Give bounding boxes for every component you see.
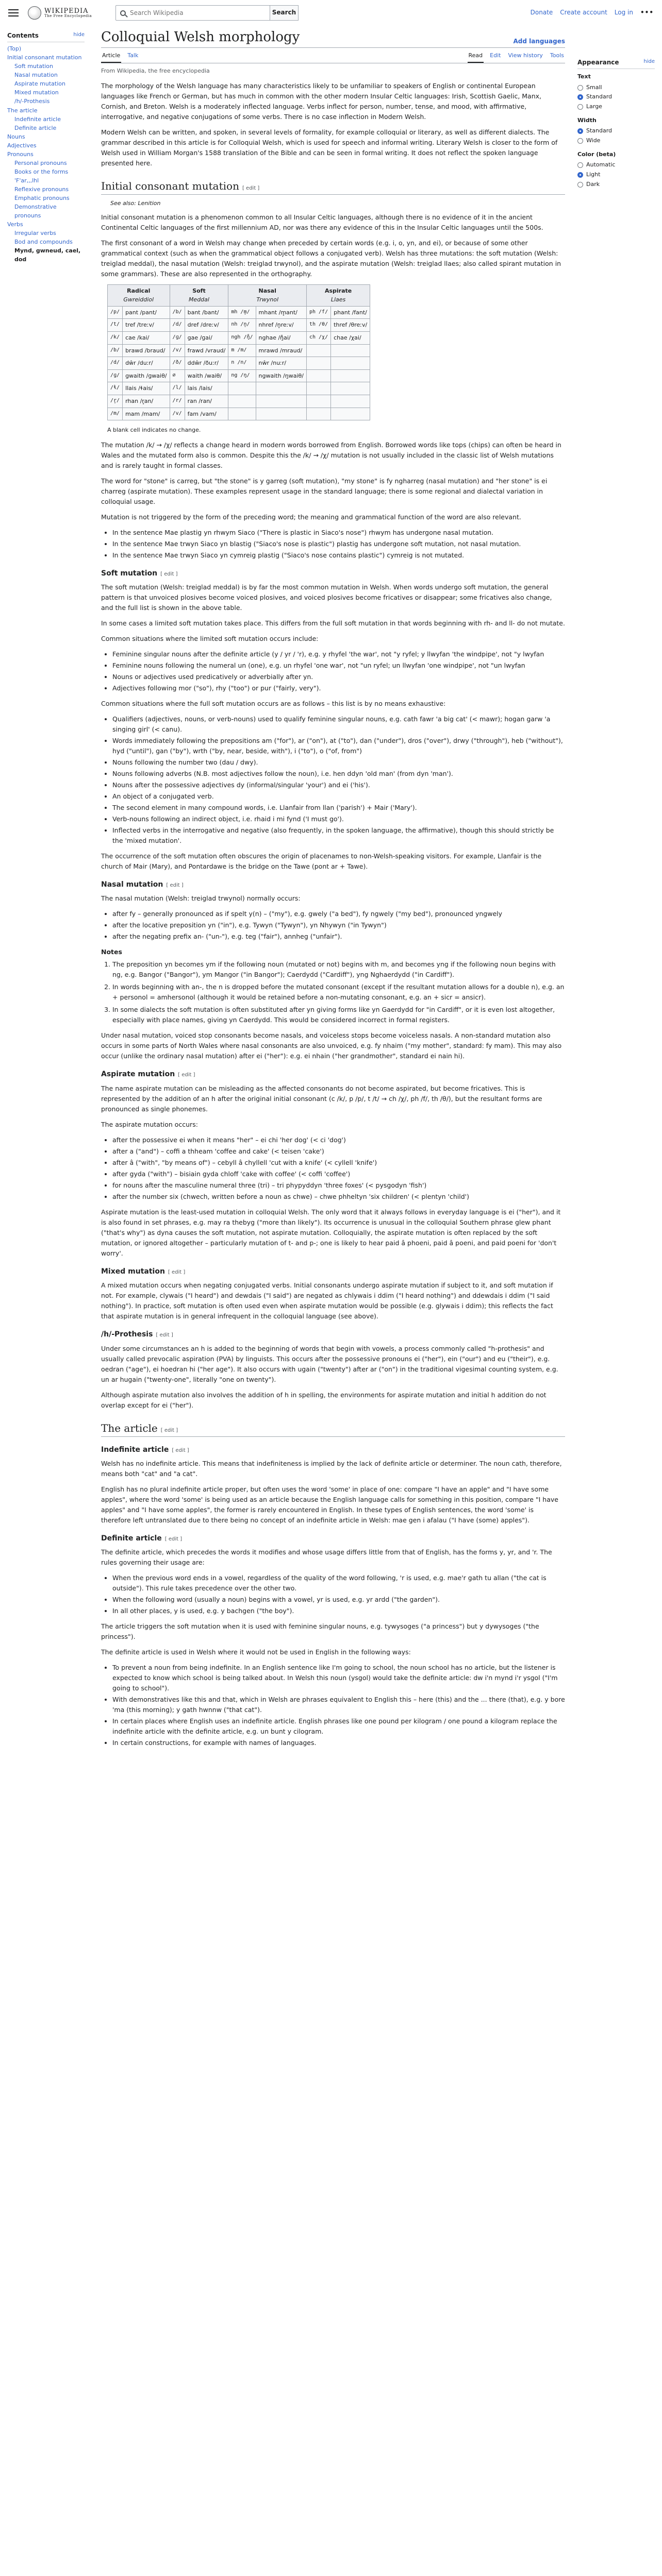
search-icon [120,10,126,16]
tab-edit[interactable]: Edit [490,52,501,59]
table-cell: gae /ɡai/ [185,331,228,344]
examples-list [112,528,565,561]
table-cell: phant /fant/ [331,306,370,319]
color-option[interactable] [577,180,655,190]
paragraph: The first consonant of a word in Welsh may change when preceded by certain words (e.g. i, o, yn, and ei), or because of some other grammatical context (such as when the grammatical object follows a conjugated verb). Welsh has three mutations: the soft mutation (Welsh: treiglad meddal), the nasal mutation (Welsh: treiglad trwynol), and the aspirate mutation (Welsh: treiglad llaes; also called spirant mutation in some grammars). These are also represented in the orthography. [101,239,561,278]
list-item: • Feminine nouns following the numeral un (one), e.g. un rhyfel 'one war', not "un ryfel; un llwyfan 'one windpipe', not "un lwyfan [112,660,565,671]
hatnote: See also: Lenition [110,199,161,207]
section-heading-aspirate: Aspirate mutation [ edit ] [101,1070,195,1079]
color-option-label: Automatic [586,161,616,168]
table-cell: /r/ [170,395,185,408]
table-header [108,284,170,306]
list-item: • after a ("and") – coffi a thheam 'coffee and cake' (< teisen 'cake') [112,1146,565,1157]
tab-article[interactable]: Article [101,50,121,63]
site-header [0,0,662,26]
create-account-link[interactable]: Create account [560,9,607,16]
wordmark-bottom: The Free Encyclopedia [44,14,92,19]
limited-soft-list [112,649,565,693]
table-cell [331,382,370,395]
more-options-icon[interactable]: ••• [640,9,654,16]
table-cell: llais /ɬais/ [123,382,170,395]
color-option-label: Dark [586,180,600,188]
toc-item[interactable]: Nouns [7,133,25,140]
table-cell [306,395,330,408]
toc-hide-button[interactable]: hide [73,32,85,38]
aspirate-list [112,1135,565,1202]
table-cell [331,369,370,382]
table-cell: tref /treːv/ [123,319,170,332]
text-size-option-label: Large [586,103,602,110]
full-soft-list [112,714,565,846]
table-cell: dŵr /duːr/ [123,357,170,370]
radio-icon [577,162,583,168]
table-cell: /t/ [108,319,123,332]
table-cell: /ð/ [170,357,185,370]
paragraph: The nasal mutation (Welsh: treiglad trwynol) normally occurs: [101,894,301,903]
table-cell: ngh /ŋ̊/ [228,331,256,344]
table-row [108,344,370,357]
table-row [108,369,370,382]
table-cell: mrawd /mraud/ [256,344,306,357]
table-cell [306,357,330,370]
list-item: • Adjectives following mor ("so"), rhy ("too") or pur ("fairly, very"). [112,683,565,693]
tab-view-history[interactable]: View history [508,52,543,59]
table-header [228,284,307,306]
tab-read[interactable]: Read [468,50,484,63]
list-item: • Inflected verbs in the interrogative and negative (also frequently, in the spoken language, the affirmative), though this should strictly be the 'mixed mutation'. [112,825,565,846]
color-option[interactable] [577,160,655,170]
list-item: • Qualifiers (adjectives, nouns, or verb-nouns) used to qualify feminine singular nouns, e.g. cath fawr 'a big cat' (< mawr); hogan garw 'a singing girl' (< canu). [112,714,565,735]
table-cell: /d/ [170,319,185,332]
text-size-option-label: Small [586,83,602,91]
note-item: 1. The preposition yn becomes ym if the following noun (mutated or not) begins with m, and becomes yng if the following noun begins with ng, e.g. Bangor ("Bangor"), ym Mangor ("in Bangor"); Caerdydd ("Cardiff"), yng Nghaerdydd ("in Cardiff"). [112,959,565,980]
paragraph: Aspirate mutation is the least-used mutation in colloquial Welsh. The only word that it always follows in everyday language is ei ("her"), and it is also found in set phrases, e.g. may ra thebyg ("more than likely"). Its occurrence is unusual in the colloquial Southern phrase glew phant ("that's why") as dyna causes the soft mutation, not aspirate mutation. Colloquially, the aspirate mutation is often replaced by the soft mutation, or ignored altogether – particularly mutation of t- and p-; one is likely to hear paid â phoeni, paid â poeni, and paid poeni for 'don't worry'. [101,1208,561,1257]
wikipedia-logo[interactable] [28,6,100,20]
search-button[interactable]: Search [270,5,299,21]
table-cell [228,408,256,420]
example-item: • In the sentence Mae trwyn Siaco yn blastig ("Siaco's nose is plastic") plastig has undergone soft mutation, not nasal mutation. [112,539,565,549]
table-cell: ddŵr /ðuːr/ [185,357,228,370]
table-cell [228,395,256,408]
color-option[interactable] [577,170,655,180]
width-option[interactable] [577,126,655,136]
table-cell: ngwaith /ŋwaiθ/ [256,369,306,382]
radio-icon [577,138,583,144]
table-cell: /r̥/ [108,395,123,408]
header-sub: Gwreiddiol [123,296,154,303]
table-cell: /v/ [170,408,185,420]
globe-icon [28,6,41,20]
list-item: • after the number six (chwech, written before a noun as chwe) – chwe phheltyn 'six children' (< plentyn 'child') [112,1192,565,1202]
mutation-table [107,284,370,421]
paragraph: The occurrence of the soft mutation often obscures the origin of placenames to non-Welsh-speaking visitors. For example, Llanfair is the church of Mair (Mary), and Pontardawe is the bridge on the Tawe (pont ar + Tawe). [101,852,542,871]
list-item: • With demonstratives like this and that, which in Welsh are phrases equivalent to English this – here (this) and the ... there (that), e.g. y bore 'ma (this morning); y gath hwnnw ("that cat"). [112,1694,565,1715]
toc-item[interactable]: Verbs [7,221,23,228]
width-option-label: Standard [586,127,613,134]
list-item: • for nouns after the masculine numeral three (tri) – tri phypyddyn 'three foxes' (< pysgodyn 'fish') [112,1180,565,1191]
edit-section-link[interactable]: [ edit ] [168,1269,186,1275]
example-item: • In the sentence Mae trwyn Siaco yn cymreig plastig ("Siaco's nose contains plastic") cymreig is not mutated. [112,550,565,561]
paragraph: Although aspirate mutation also involves the addition of h in spelling, the environments for aspirate mutation and initial h addition do not overlap except for ei ("her"). [101,1391,547,1409]
header-main: Nasal [258,287,276,294]
list-item: • An object of a conjugated verb. [112,791,565,802]
radio-icon [577,128,583,134]
header-sub: Llaes [330,296,346,303]
edit-section-link[interactable]: [ edit ] [178,1072,195,1078]
personal-tools [531,8,654,18]
table-cell: /m/ [108,408,123,420]
table-cell: nh /n̥/ [228,319,256,332]
table-cell: thref /θreːv/ [331,319,370,332]
list-item: • When the following word (usually a noun) begins with a vowel, yr is used, e.g. yr ardd ("the garden"). [112,1595,565,1605]
paragraph: Under some circumstances an h is added to the beginning of words that begin with vowels, a process commonly called "h-prothesis" and usually called prevocalic aspiration (PVA) by linguists. This occurs after the possessive pronouns ei ("her"), ein ("our") and eu ("their"), e.g. oedran ("age"), ei hoedran hi ("her age"). It also occurs with ugain ("twenty") after ar ("on") in the traditional vigesimal counting system, e.g. un ar hugain ("twenty-one", literally "one on twenty"). [101,1344,558,1383]
paragraph: Mutation is not triggered by the form of the preceding word; the meaning and grammatical function of the word are also relevant. [101,513,521,521]
paragraph: Under nasal mutation, voiced stop consonants become nasals, and voiceless stops become voiceless nasals. A non-standard mutation also occurs in some parts of North Wales where nasal consonants are also unvoiced, e.g. fy nhaim ("my mother", standard: fy mam). This may also occur (unlike the ordinary nasal mutation) after ei ("her"): e.g. ei nhain ("her grandmother", standard ei nain hi). [101,1031,562,1060]
list-item: • Verb-nouns following an indirect object, i.e. rhaid i mi fynd ('I must go'). [112,814,565,824]
paragraph: English has no plural indefinite article proper, but often uses the word 'some' in place of one: compare "I have an apple" and "I have some apples", where the word 'some' is being used as an article because the English language calls for something in this position, compare "I have apples" and "I have some apples", the former is rarely encountered in English. In these types of English sentences, the word 'some' is therefore left untranslated due to there being no concept of an indefinite article in Welsh: mae gen i afalau ("I have (some) apples"). [101,1485,558,1524]
table-cell: /l/ [170,382,185,395]
table-row [108,319,370,332]
edit-section-link[interactable]: [ edit ] [172,1447,189,1453]
paragraph: Common situations where the full soft mutation occurs are as follows – this list is by no means exhaustive: [101,700,446,708]
table-cell: /b/ [170,306,185,319]
section-heading-indefinite: Indefinite article [ edit ] [101,1445,189,1454]
width-option-label: Wide [586,137,601,144]
table-cell: /p/ [108,306,123,319]
table-cell: nghae /ŋ̊ai/ [256,331,306,344]
donate-link[interactable]: Donate [530,9,553,16]
tab-talk[interactable]: Talk [127,52,139,59]
table-cell [331,408,370,420]
page-title: Colloquial Welsh morphology [101,29,300,45]
table-cell: chae /χai/ [331,331,370,344]
list-item: • To prevent a noun from being indefinite. In an English sentence like I'm going to school, the noun school has no article, but the listener is expected to know which school is being talked about. In Welsh this noun (ysgol) would take the definite article: dw i'n mynd i'r ysgol ("I'm going to school"). [112,1663,565,1693]
color-option-label: Light [586,171,601,178]
table-cell [306,344,330,357]
section-heading-mixed: Mixed mutation [ edit ] [101,1267,186,1276]
appearance-header [577,58,655,69]
width-option[interactable] [577,136,655,146]
table-row [108,395,370,408]
list-item: • In certain places where English uses an indefinite article. English phrases like one pound per kilogram / one pound a kilogram replace the indefinite article with the definite article, e.g. un bunt y cilogram. [112,1716,565,1737]
main-content [101,29,565,1753]
table-cell: lais /lais/ [185,382,228,395]
toc-item[interactable]: Demonstrative pronouns [14,204,57,219]
appearance-panel [577,58,655,193]
text-size-option[interactable] [577,83,655,93]
site-sub: From Wikipedia, the free encyclopedia [101,67,210,75]
list-item: • Words immediately following the prepositions am ("for"), ar ("on"), at ("to"), dan ("under"), dros ("over"), drwy ("through"), heb ("without"), hyd ("until"), gan ("by"), wrth ("by, near, beside, with"), i ("to"), o ("of, from") [112,736,565,756]
toc-item[interactable]: Reflexive pronouns [14,185,69,193]
paragraph: The definite article is used in Welsh where it would not be used in English in the following ways: [101,1648,411,1656]
toc-item[interactable]: Initial consonant mutation [7,54,82,61]
table-cell [256,382,306,395]
toc-item[interactable]: Indefinite article [14,115,61,123]
text-size-option[interactable] [577,92,655,102]
notes-heading: Notes [101,948,122,956]
toc-item[interactable]: The article [7,107,38,114]
header-main: Soft [192,287,206,294]
toc-item[interactable]: Emphatic pronouns [14,194,70,201]
list-item: • Nouns following the number two (dau / dwy). [112,757,565,768]
intro-paragraph: Modern Welsh can be written, and spoken, in several levels of formality, for example colloquial or literary, as well as different dialects. The grammar described in this article is for Colloquial Welsh, which is used for speech and informal writing. Literary Welsh is closer to the form of Welsh used in William Morgan's 1588 translation of the Bible and can be seen in formal writing. It does not reflect the spoken language presented here. [101,128,558,167]
note-item: 2. In words beginning with an-, the n is dropped before the mutated consonant (except if the resultant mutation allows for a double n), e.g. an + personol = amhersonol (although it would be retained before a non-mutating consonant, e.g. an + sicr = ansicr). [112,982,565,1003]
table-cell [331,395,370,408]
list-item: • Nouns after the possessive adjectives dy (informal/singular 'your') and ei ('his'). [112,780,565,790]
table-header [170,284,228,306]
list-item: • Nouns or adjectives used predicatively or adverbially after yn. [112,672,565,682]
edit-section-link[interactable]: [ edit ] [242,185,260,191]
table-cell: ran /ran/ [185,395,228,408]
list-item: • In certain constructions, for example with names of languages. [112,1738,565,1748]
table-cell: dref /dreːv/ [185,319,228,332]
toc-item[interactable]: Aspirate mutation [14,80,65,88]
radio-icon [577,85,583,91]
table-cell: bant /bant/ [185,306,228,319]
login-link[interactable]: Log in [614,9,633,16]
width-label: Width [577,116,597,124]
toc-title: Contents [7,32,39,39]
list-item: • after the negating prefix an- ("un-"), e.g. teg ("fair"), annheg ("unfair"). [112,931,565,942]
table-cell: mam /mam/ [123,408,170,420]
table-cell [306,369,330,382]
header-sub: Trwynol [256,296,278,303]
toc-item[interactable]: Definite article [14,124,57,131]
text-size-option-label: Standard [586,93,613,100]
intro-paragraph: The morphology of the Welsh language has many characteristics likely to be unfamiliar to speakers of English or continental European languages like French or German, but has much in common with the other modern Insular Celtic languages: Irish, Scottish Gaelic, Manx, Cornish, and Breton. Welsh is a moderately inflected language. Verbs inflect for person, number, tense, and mood, with affirmative, interrogative, and negative conjugations of some verbs. There is no case inflection in Modern Welsh. [101,81,541,121]
table-cell: m /m/ [228,344,256,357]
table-cell: ph /f/ [306,306,330,319]
table-cell: cae /kai/ [123,331,170,344]
definite-usage-list [112,1663,565,1748]
table-cell: nŵr /nuːr/ [256,357,306,370]
section-heading-prothesis: /h/-Prothesis [ edit ] [101,1330,173,1339]
table-cell: /d/ [108,357,123,370]
table-cell: fam /vam/ [185,408,228,420]
page-tabs [101,50,565,64]
table-row [108,357,370,370]
header-main: Aspirate [324,287,352,294]
edit-section-link[interactable]: [ edit ] [164,1536,183,1543]
table-cell: /ɡ/ [108,369,123,382]
text-size-label: Text [577,73,591,80]
toc-item[interactable]: Books or the forms [14,168,69,175]
table-cell: n /n/ [228,357,256,370]
table-cell [306,382,330,395]
section-heading-article: The article [ edit ] [101,1420,565,1437]
table-cell: gwaith /ɡwaiθ/ [123,369,170,382]
edit-section-link[interactable]: [ edit ] [160,1427,178,1433]
tab-tools[interactable]: Tools [550,52,564,59]
table-cell [331,344,370,357]
note-item: 3. In some dialects the soft mutation is often substituted after yn giving forms like yn Gaerdydd for "in Cardiff", or it is even lost altogether, especially with place names, giving yn Caerdydd. This would be considered incorrect in formal registers. [112,1005,565,1025]
radio-icon [577,182,583,188]
section-heading-soft: Soft mutation [ edit ] [101,569,178,578]
section-heading-icm: Initial consonant mutation [ edit ] [101,178,565,195]
paragraph: The mutation /k/ → /χ/ reflects a change heard in modern words borrowed from English. Borrowed words like tops (chips) can often be heard in Wales and the mutated form also is common. Despite this the /k/ → /χ/ mutation is not usually included in the classic list of Welsh mutations and is rarely taught in formal classes. [101,440,561,469]
table-cell: th /θ/ [306,319,330,332]
list-item: • after fy – generally pronounced as if spelt y(n) – ("my"), e.g. gwely ("a bed"), fy ngwely ("my bed"), pronounced yngwely [112,909,565,919]
table-cell: brawd /braud/ [123,344,170,357]
table-cell: waith /waiθ/ [185,369,228,382]
edit-section-link[interactable]: [ edit ] [160,571,178,577]
radio-icon [577,94,583,100]
toc-item[interactable]: Irregular verbs [14,230,56,237]
list-item: • When the previous word ends in a vowel, regardless of the quality of the word following, 'r is used, e.g. mae'r gath tu allan ("the cat is outside"). This rule takes precedence over the other two. [112,1573,565,1594]
table-row [108,331,370,344]
table-cell: ch /χ/ [306,331,330,344]
appearance-title: Appearance [577,59,619,66]
table-row [108,408,370,420]
table-cell [256,408,306,420]
header-main: Radical [127,287,151,294]
toc-header [7,31,85,42]
table-cell [228,382,256,395]
table-cell: pant /pant/ [123,306,170,319]
table-cell: ∅ [170,369,185,382]
text-size-option[interactable] [577,102,655,112]
paragraph: In some cases a limited soft mutation takes place. This differs from the full soft mutation in that words beginning with rh- and ll- do not mutate. [101,619,565,628]
add-languages-button[interactable]: Add languages [513,37,565,45]
table-header [306,284,370,306]
table-cell [331,357,370,370]
toc-item[interactable]: Personal pronouns [14,159,67,166]
edit-section-link[interactable]: [ edit ] [166,883,184,889]
toc-item[interactable]: (Top) [7,45,22,53]
table-cell [256,395,306,408]
toc-item[interactable]: Pronouns [7,150,34,158]
toc-item[interactable]: Adjectives [7,142,37,149]
main-menu-icon[interactable] [8,9,19,16]
paragraph: Common situations where the limited soft mutation occurs include: [101,635,319,643]
paragraph: Welsh has no indefinite article. This means that indefiniteness is implied by the lack of definite article or determiner. The noun cath, therefore, means both "cat" and "a cat". [101,1460,562,1478]
section-heading-definite: Definite article [ edit ] [101,1534,183,1543]
paragraph: The aspirate mutation occurs: [101,1120,198,1128]
search-box [115,5,270,21]
table-cell: mh /m̥/ [228,306,256,319]
search-input[interactable] [130,9,266,16]
list-item: • after â ("with", "by means of") – cebyll â chyllell 'cut with a knife' (< cyllell 'knife') [112,1158,565,1168]
paragraph: The article triggers the soft mutation when it is used with feminine singular nouns, e.g. tywysoges ("a princess") but y dywysoges ("the princess"). [101,1622,539,1641]
table-cell: rhan /r̥an/ [123,395,170,408]
radio-icon [577,172,583,178]
color-label: Color (beta) [577,150,616,158]
nasal-notes [112,959,565,1025]
table-cell: /ɬ/ [108,382,123,395]
toc-item[interactable]: 'F'ar,,,lhl [14,177,39,184]
paragraph: The soft mutation (Welsh: treiglad meddal) is by far the most common mutation in Welsh. When words undergo soft mutation, the general pattern is that unvoiced plosives become voiced plosives, and voiced plosives become fricatives or disappear; some fricatives also change, and the full list is shown in the above table. [101,583,552,612]
table-cell: /ɡ/ [170,331,185,344]
radio-icon [577,104,583,110]
table-cell: /b/ [108,344,123,357]
table-row [108,382,370,395]
header-sub: Meddal [188,296,209,303]
color-group [577,150,655,190]
toc-item[interactable]: Mixed mutation [14,89,59,96]
table-cell [306,408,330,420]
paragraph: The word for "stone" is carreg, but "the stone" is y garreg (soft mutation), "my stone" is fy ngharreg (nasal mutation) and "her stone" is ei charreg (aspirate mutation). These examples represent usage in the standard language; there is some regional and dialectal variation in colloquial usage. [101,477,548,505]
toc-item[interactable]: Soft mutation [14,63,54,70]
table-cell: nhref /n̥reːv/ [256,319,306,332]
text-size-group [577,72,655,112]
list-item: • Feminine singular nouns after the definite article (y / yr / 'r), e.g. y rhyfel 'the war', not "y ryfel; y llwyfan 'the windpipe', not "y lwyfan [112,649,565,659]
list-item: • after gyda ("with") – bisiain gyda chloff 'cake with coffee' (< coffi 'coffee') [112,1169,565,1179]
appearance-hide-button[interactable]: hide [643,59,655,64]
list-item: • after the locative preposition yn ("in"), e.g. Tywyn ("Tywyn"), yn Nhywyn ("in Tywyn") [112,920,565,930]
table-cell: /k/ [108,331,123,344]
toc-item[interactable]: /h/-Prothesis [14,98,50,105]
table-of-contents [7,31,85,264]
table-row [108,306,370,319]
paragraph: A mixed mutation occurs when negating conjugated verbs. Initial consonants undergo aspirate mutation if subject to it, and soft mutation if not. For example, clywais ("I heard") and dewdais ("I said") are negated as chlywais i ddim ("I heard nothing") and ddewdais i ddim ("I said nothing"). In practice, soft mutation is often used even when aspirate mutation would be possible (e.g. glywais i ddim); this reflects the fact that aspirate mutation is in general infrequent in the colloquial language (see above). [101,1281,553,1320]
section-heading-nasal: Nasal mutation [ edit ] [101,880,184,889]
example-item: • In the sentence Mae plastig yn rhwym Siaco ("There is plastic in Siaco's nose") rhwym has undergone nasal mutation. [112,528,565,538]
table-note: A blank cell indicates no change. [107,427,201,434]
toc-list [7,44,85,264]
paragraph: Initial consonant mutation is a phenomenon common to all Insular Celtic languages, although there is no evidence of it in the ancient Continental Celtic languages of the first millennium AD, nor was there any evidence of this in the Insular Celtic languages until the 500s. [101,213,543,231]
wordmark-top: WIKIPEDIA [44,7,89,15]
toc-item[interactable]: Mynd, gwneud, cael, dod [14,247,81,263]
paragraph: The name aspirate mutation can be misleading as the affected consonants do not become aspirated, but become fricatives. This is represented by the addition of an h after the original initial consonant (c /k/, p /p/, t /t/ → ch /χ/, ph /f/, th /θ/), but the resultant forms are pronounced as single phonemes. [101,1084,542,1113]
table-cell: frawd /vraud/ [185,344,228,357]
table-cell: ng /ŋ/ [228,369,256,382]
list-item: • The second element in many compound words, i.e. Llanfair from llan ('parish') + Mair ('Mary'). [112,803,565,813]
edit-section-link[interactable]: [ edit ] [156,1332,173,1338]
paragraph: The definite article, which precedes the words it modifies and whose usage differs little from that of English, has the forms y, yr, and 'r. The rules governing their usage are: [101,1548,552,1567]
list-item: • after the possessive ei when it means "her" – ei chi 'her dog' (< ci 'dog') [112,1135,565,1145]
list-item: • Nouns following adverbs (N.B. most adjectives follow the noun), i.e. hen ddyn 'old man' (from dyn 'man'). [112,769,565,779]
nasal-list [112,909,565,942]
table-cell: /v/ [170,344,185,357]
list-item: • In all other places, y is used, e.g. y bachgen ("the boy"). [112,1606,565,1616]
toc-item[interactable]: Nasal mutation [14,72,58,79]
width-group [577,116,655,146]
toc-item[interactable]: Bod and compounds [14,239,73,246]
definite-rules-list [112,1573,565,1616]
title-row [101,29,565,48]
table-cell: mhant /m̥ant/ [256,306,306,319]
